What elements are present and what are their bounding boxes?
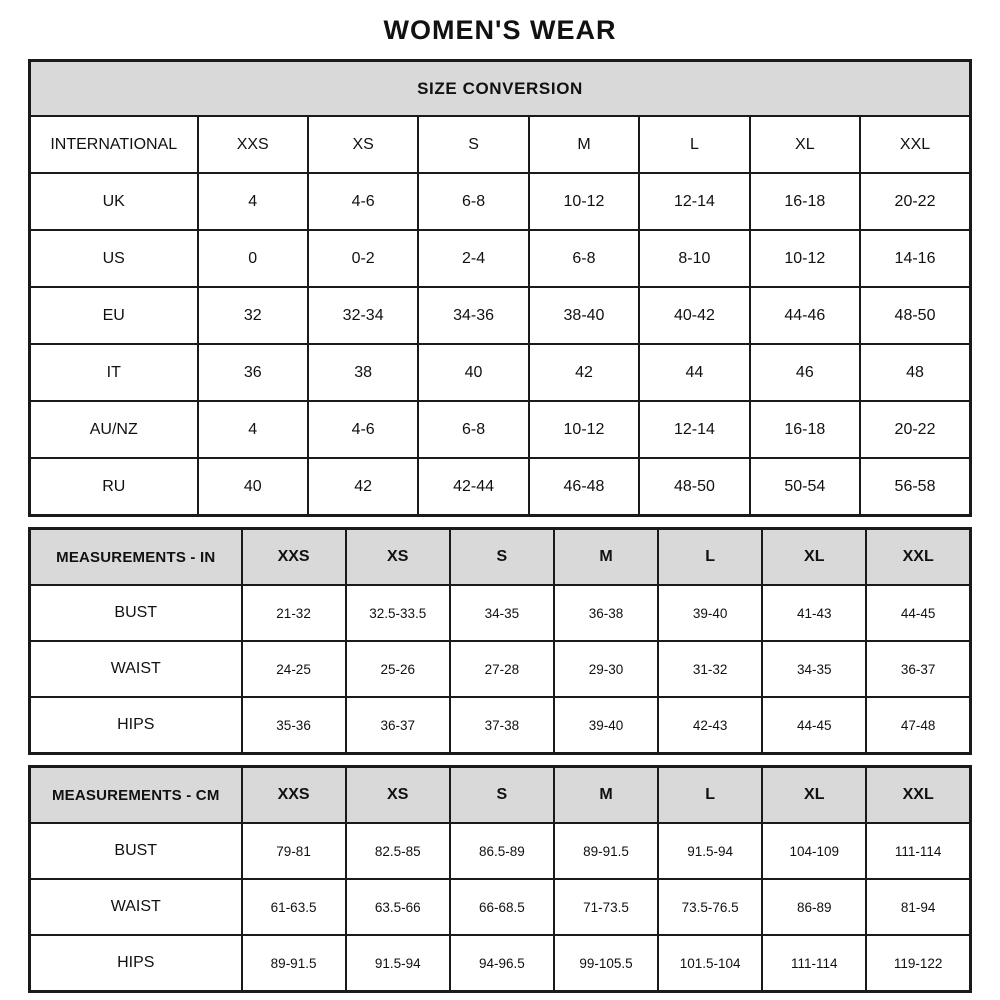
size-cell: 0-2	[308, 230, 418, 287]
measure-cell: 25-26	[346, 641, 450, 697]
measure-cell: 47-48	[866, 697, 970, 754]
measure-cell: 36-38	[554, 585, 658, 641]
measure-cell: 34-35	[762, 641, 866, 697]
measure-cell: 32.5-33.5	[346, 585, 450, 641]
row-label: IT	[30, 344, 198, 401]
size-cell: 6-8	[418, 173, 528, 230]
size-cell: 48	[860, 344, 970, 401]
column-header: XL	[762, 767, 866, 824]
row-label: HIPS	[30, 935, 242, 992]
measure-cell: 29-30	[554, 641, 658, 697]
column-header: INTERNATIONAL	[30, 116, 198, 173]
page-title: WOMEN'S WEAR	[383, 15, 617, 45]
table-row	[30, 61, 971, 117]
measure-cell: 41-43	[762, 585, 866, 641]
size-cell: 0	[198, 230, 308, 287]
row-label: RU	[30, 458, 198, 516]
column-header: L	[658, 767, 762, 824]
row-label: BUST	[30, 585, 242, 641]
table-row	[30, 697, 971, 754]
measure-cell: 91.5-94	[658, 823, 762, 879]
size-cell: 44-46	[750, 287, 860, 344]
measure-cell: 89-91.5	[242, 935, 346, 992]
size-cell: 38	[308, 344, 418, 401]
size-cell: 42	[308, 458, 418, 516]
size-cell: 20-22	[860, 173, 970, 230]
size-cell: 40	[198, 458, 308, 516]
row-label: AU/NZ	[30, 401, 198, 458]
column-header: XL	[750, 116, 860, 173]
size-cell: 42	[529, 344, 639, 401]
column-header: MEASUREMENTS - CM	[30, 767, 242, 824]
size-cell: 6-8	[418, 401, 528, 458]
table-row	[30, 935, 971, 992]
measure-cell: 86-89	[762, 879, 866, 935]
measure-cell: 27-28	[450, 641, 554, 697]
size-cell: 40-42	[639, 287, 749, 344]
table-row	[30, 344, 971, 401]
measure-cell: 86.5-89	[450, 823, 554, 879]
size-cell: 4-6	[308, 173, 418, 230]
measurements-cm-table	[28, 765, 972, 993]
size-cell: 2-4	[418, 230, 528, 287]
row-label: WAIST	[30, 879, 242, 935]
table-row	[30, 641, 971, 697]
table-row	[30, 287, 971, 344]
measure-cell: 104-109	[762, 823, 866, 879]
size-cell: 6-8	[529, 230, 639, 287]
row-label: UK	[30, 173, 198, 230]
column-header: XXS	[242, 767, 346, 824]
measure-cell: 89-91.5	[554, 823, 658, 879]
table-row	[30, 116, 971, 173]
size-cell: 50-54	[750, 458, 860, 516]
column-header: XL	[762, 529, 866, 586]
measure-cell: 91.5-94	[346, 935, 450, 992]
measure-cell: 79-81	[242, 823, 346, 879]
size-cell: 46	[750, 344, 860, 401]
column-header: XXS	[242, 529, 346, 586]
measure-cell: 99-105.5	[554, 935, 658, 992]
size-cell: 4-6	[308, 401, 418, 458]
column-header: XXL	[860, 116, 970, 173]
table-row	[30, 458, 971, 516]
row-label: WAIST	[30, 641, 242, 697]
row-label: HIPS	[30, 697, 242, 754]
row-label: EU	[30, 287, 198, 344]
measure-cell: 82.5-85	[346, 823, 450, 879]
column-header: S	[418, 116, 528, 173]
size-cell: 44	[639, 344, 749, 401]
column-header: XXS	[198, 116, 308, 173]
size-cell: 4	[198, 401, 308, 458]
size-cell: 42-44	[418, 458, 528, 516]
column-header: XS	[346, 767, 450, 824]
table-row	[30, 401, 971, 458]
column-header: M	[529, 116, 639, 173]
measure-cell: 73.5-76.5	[658, 879, 762, 935]
size-cell: 12-14	[639, 173, 749, 230]
size-cell: 56-58	[860, 458, 970, 516]
size-cell: 38-40	[529, 287, 639, 344]
table-row	[30, 529, 971, 586]
column-header: S	[450, 767, 554, 824]
measure-cell: 66-68.5	[450, 879, 554, 935]
size-cell: 8-10	[639, 230, 749, 287]
column-header: XXL	[866, 767, 970, 824]
measure-cell: 39-40	[554, 697, 658, 754]
column-header: XS	[346, 529, 450, 586]
size-cell: 4	[198, 173, 308, 230]
size-cell: 10-12	[529, 401, 639, 458]
column-header: M	[554, 529, 658, 586]
size-cell: 16-18	[750, 401, 860, 458]
size-cell: 10-12	[529, 173, 639, 230]
size-cell: 32-34	[308, 287, 418, 344]
table-row	[30, 767, 971, 824]
size-cell: 46-48	[529, 458, 639, 516]
column-header: S	[450, 529, 554, 586]
measure-cell: 101.5-104	[658, 935, 762, 992]
measure-cell: 61-63.5	[242, 879, 346, 935]
size-cell: 16-18	[750, 173, 860, 230]
measure-cell: 36-37	[866, 641, 970, 697]
measure-cell: 35-36	[242, 697, 346, 754]
size-conversion-table	[28, 59, 972, 517]
table-row	[30, 879, 971, 935]
measure-cell: 34-35	[450, 585, 554, 641]
size-conversion-banner: SIZE CONVERSION	[30, 61, 971, 117]
column-header: L	[639, 116, 749, 173]
measure-cell: 71-73.5	[554, 879, 658, 935]
measure-cell: 39-40	[658, 585, 762, 641]
measure-cell: 31-32	[658, 641, 762, 697]
measurements-in-table	[28, 527, 972, 755]
measure-cell: 111-114	[762, 935, 866, 992]
measure-cell: 36-37	[346, 697, 450, 754]
measure-cell: 111-114	[866, 823, 970, 879]
size-cell: 14-16	[860, 230, 970, 287]
measure-cell: 63.5-66	[346, 879, 450, 935]
table-row	[30, 230, 971, 287]
row-label: BUST	[30, 823, 242, 879]
size-cell: 36	[198, 344, 308, 401]
table-row	[30, 585, 971, 641]
size-cell: 48-50	[639, 458, 749, 516]
measure-cell: 21-32	[242, 585, 346, 641]
measure-cell: 119-122	[866, 935, 970, 992]
size-cell: 12-14	[639, 401, 749, 458]
measure-cell: 44-45	[866, 585, 970, 641]
size-cell: 34-36	[418, 287, 528, 344]
measure-cell: 94-96.5	[450, 935, 554, 992]
column-header: MEASUREMENTS - IN	[30, 529, 242, 586]
measure-cell: 81-94	[866, 879, 970, 935]
size-cell: 40	[418, 344, 528, 401]
column-header: XS	[308, 116, 418, 173]
table-row	[30, 173, 971, 230]
column-header: XXL	[866, 529, 970, 586]
table-row	[30, 823, 971, 879]
measure-cell: 24-25	[242, 641, 346, 697]
column-header: L	[658, 529, 762, 586]
size-cell: 10-12	[750, 230, 860, 287]
measure-cell: 42-43	[658, 697, 762, 754]
column-header: M	[554, 767, 658, 824]
measure-cell: 44-45	[762, 697, 866, 754]
size-cell: 48-50	[860, 287, 970, 344]
size-cell: 32	[198, 287, 308, 344]
size-cell: 20-22	[860, 401, 970, 458]
row-label: US	[30, 230, 198, 287]
measure-cell: 37-38	[450, 697, 554, 754]
